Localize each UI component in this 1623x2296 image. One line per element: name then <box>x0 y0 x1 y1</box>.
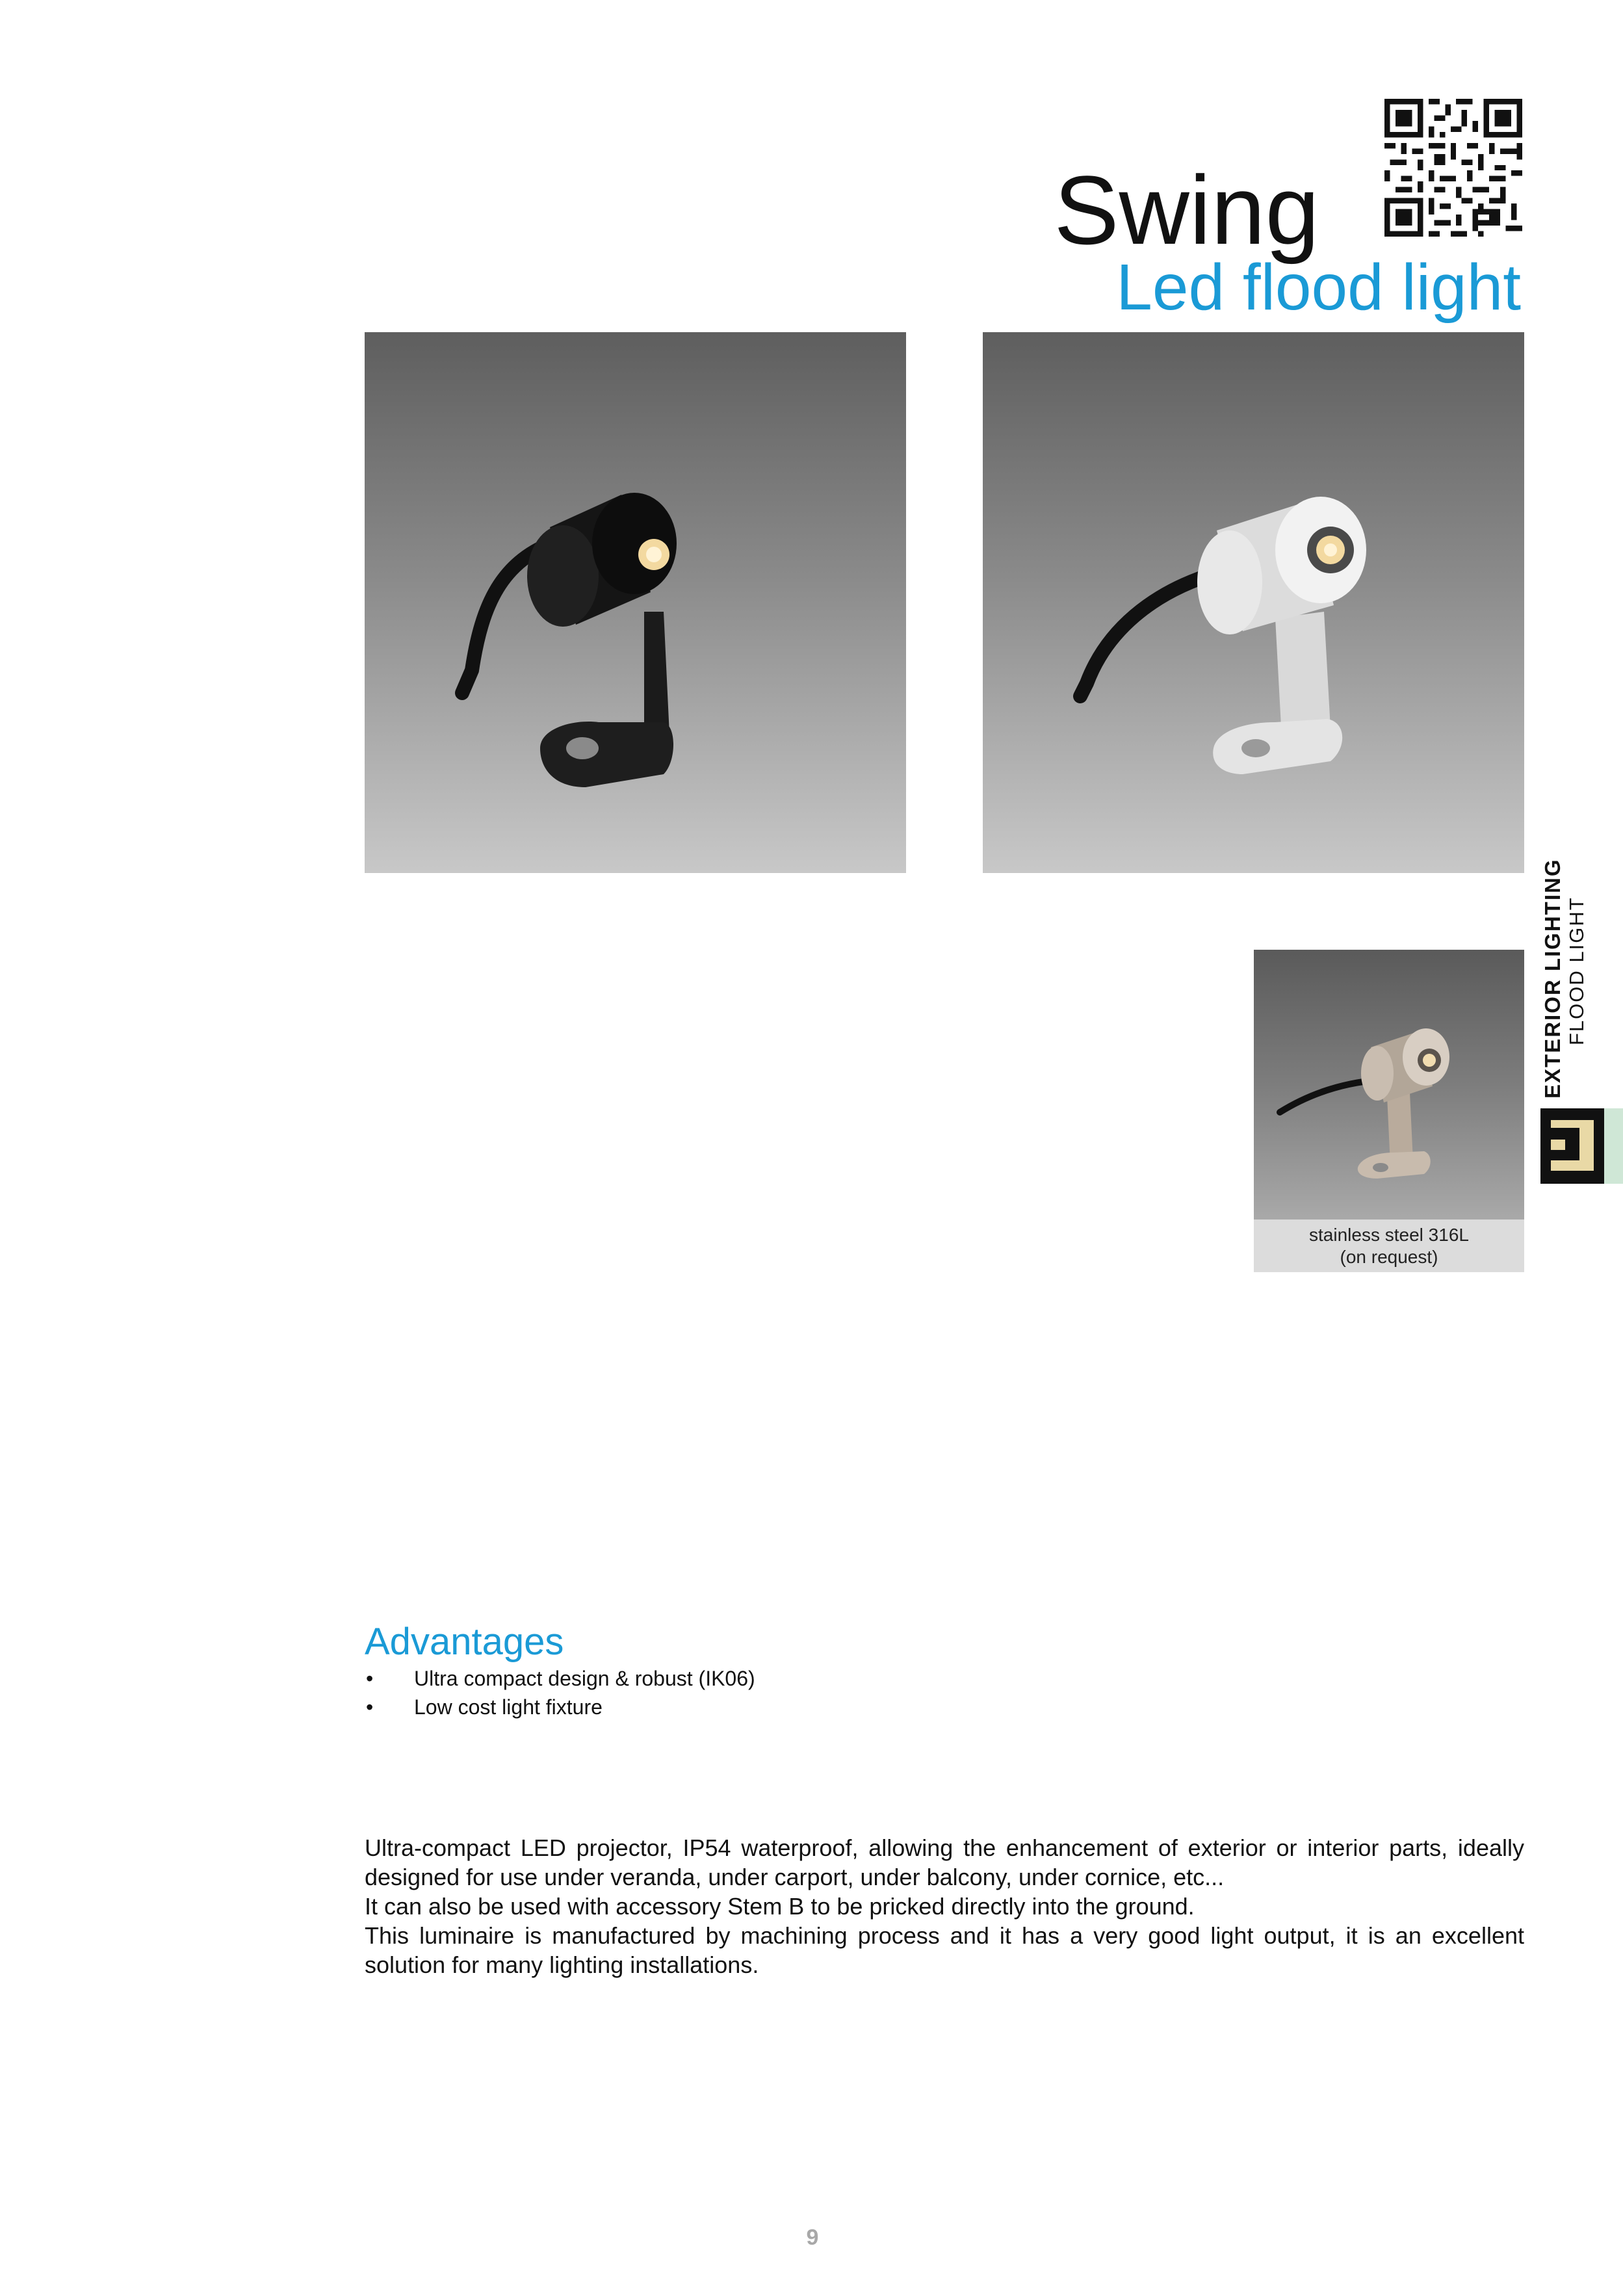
caption-material: stainless steel 316L <box>1309 1225 1469 1245</box>
description-paragraph: Ultra-compact LED projector, IP54 waterproof, allowing the enhancement of exterior or interior parts, ideally designed for use under veranda, under carport, under balcony, under cornice, etc... <box>365 1834 1524 1890</box>
advantages-heading: Advantages <box>365 1621 564 1663</box>
description-paragraph: It can also be used with accessory Stem B to be pricked directly into the ground. <box>365 1893 1195 1920</box>
advantages-list <box>365 1664 755 1721</box>
category-color-strip <box>1604 1108 1623 1184</box>
description-paragraph: This luminaire is manufactured by machining process and it has a very good light output, it is an excellent solution for many lighting installations. <box>365 1922 1524 1978</box>
caption-note: (on request) <box>1340 1247 1438 1267</box>
category-side-tab <box>1540 852 1592 1099</box>
page-number: 9 <box>806 2225 819 2250</box>
page-subtitle: Led flood light <box>1116 251 1521 324</box>
qr-code <box>1384 99 1522 237</box>
page-title: Swing <box>1054 155 1319 265</box>
advantage-text: Low cost light fixture <box>414 1695 603 1719</box>
list-item <box>365 1664 755 1693</box>
steel-caption <box>1254 1220 1524 1272</box>
bullet-icon: • <box>366 1667 374 1690</box>
category-label: EXTERIOR LIGHTING <box>1540 858 1565 1099</box>
product-description <box>365 1833 1524 1979</box>
product-photo-white <box>983 332 1524 873</box>
product-photo-steel <box>1254 950 1524 1220</box>
product-photo-black <box>365 332 906 873</box>
list-item <box>365 1693 755 1721</box>
category-logo-icon <box>1540 1108 1604 1184</box>
bullet-icon: • <box>366 1695 374 1719</box>
advantage-text: Ultra compact design & robust (IK06) <box>414 1667 755 1690</box>
subcategory-label: FLOOD LIGHT <box>1565 896 1588 1045</box>
